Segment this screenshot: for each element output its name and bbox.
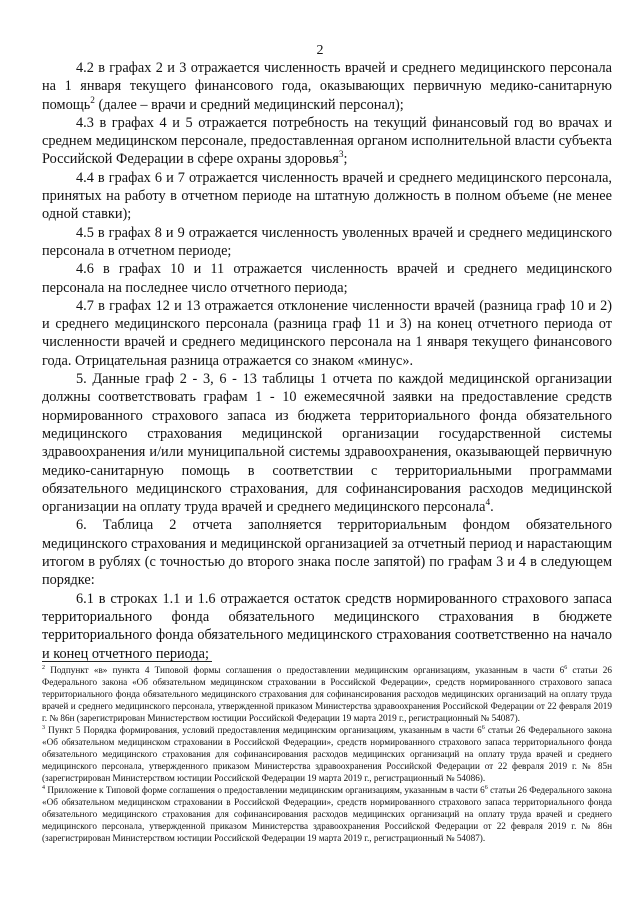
footnote-2: $^2$ Подпункт «в» пункта 4 Типовой формы соглашения о предоставлении медицинским организациям, указанным в части $6^6$ статьи 26 Федерального закона «Об обязательном медицинском страховании в Российской Федерации», средств нормированного страхового запаса территориального фонда обязательного медицинского страхования для софинансирования расходов медицинских организаций на оплату труда врачей и среднего медицинского персонала, утвержденной приказом Министерства здравоохранения Российской Федерации от 22 февраля 2019 г. № 86н (зарегистрирован Министерством юстиции Российской Федерации 19 марта 2019 г., регистрационный № 54087).	[42, 664, 612, 723]
document-body	[42, 59, 612, 663]
paragraph-4-7: 4.7 в графах 12 и 13 отражается отклонение численности врачей (разница граф 10 и 2) и среднего медицинского персонала (разница граф 11 и 3) на конец отчетного периода от численности врачей и среднего медицинского персонала на 1 января текущего финансового года. Отрицательная разница отражается со знаком «минус».	[42, 297, 612, 369]
footnote-3: $^3$ Пункт 5 Порядка формирования, условий предоставления медицинским организациям, указанным в части $6^6$ статьи 26 Федерального закона «Об обязательном медицинском страховании в Российской Федерации», средств нормированного страхового запаса территориального фонда обязательного медицинского страхования для софинансирования расходов медицинских организаций на оплату труда врачей и среднего медицинского персонала, утвержденного приказом Министерства здравоохранения Российской Федерации от 22 февраля 2019 г. № 85н (зарегистрирован Министерством юстиции Российской Федерации 19 марта 2019 г., регистрационный № 54086).	[42, 724, 612, 783]
paragraph-4-4: 4.4 в графах 6 и 7 отражается численность врачей и среднего медицинского персонала, принятых на работу в отчетном периоде на штатную должность в полном объеме (не менее одной ставки);	[42, 169, 612, 223]
footnote-separator	[42, 661, 212, 662]
paragraph-4-5: 4.5 в графах 8 и 9 отражается численность уволенных врачей и среднего медицинского персонала в отчетном периоде;	[42, 224, 612, 259]
paragraph-4-2: 4.2 в графах 2 и 3 отражается численность врачей и среднего медицинского персонала на 1 января текущего финансового года, оказывающих первичную медико-санитарную помощь$^2$ (далее – врачи и средний медицинский персонал);	[42, 60, 612, 113]
footnote-4: $^4$ Приложение к Типовой форме соглашения о предоставлении медицинским организациям, указанным в части $6^6$ статьи 26 Федерального закона «Об обязательном медицинском страховании в Российской Федерации», средств нормированного страхового запаса территориального фонда обязательного медицинского страхования для софинансирования расходов медицинских организаций на оплату труда врачей и среднего медицинского персонала, утвержденной приказом Министерства здравоохранения Российской Федерации от 22 февраля 2019 г. № 86н (зарегистрирован Министерством юстиции Российской Федерации 19 марта 2019 г., регистрационный № 54087).	[42, 784, 612, 843]
paragraph-4-6: 4.6 в графах 10 и 11 отражается численность врачей и среднего медицинского персонала на последнее число отчетного периода;	[42, 261, 612, 296]
paragraph-5: 5. Данные граф 2 - 3, 6 - 13 таблицы 1 отчета по каждой медицинской организации должны соответствовать графам 1 - 10 ежемесячной заявки на предоставление средств нормированного страхового запаса из бюджета территориального фонда обязательного медицинского страхования медицинской организации государственной системы здравоохранения и/или муниципальной системы здравоохранения, оказывающей первичную медико-санитарную помощь в соответствии с территориальными программами обязательного медицинского страхования, для софинансирования расходов медицинской организации на оплату труда врачей и среднего медицинского персонала$^4$.	[42, 371, 612, 516]
paragraph-6-1: 6.1 в строках 1.1 и 1.6 отражается остаток средств нормированного страхового запаса территориального фонда обязательного медицинского страхования в бюджете территориального фонда обязательного медицинского страхования соответственно на начало и конец отчетного периода;	[42, 590, 612, 662]
paragraph-4-3: 4.3 в графах 4 и 5 отражается потребность на текущий финансовый год во врачах и среднем медицинском персонале, предоставленная органом исполнительной власти субъекта Российской Федерации в сфере охраны здоровья$^3$;	[42, 114, 612, 168]
paragraph-6: 6. Таблица 2 отчета заполняется территориальным фондом обязательного медицинского страхования и медицинской организацией за отчетный период и нарастающим итогом в рублях (с точностью до второго знака после запятой) по графам 3 и 4 в следующем порядке:	[42, 517, 612, 589]
footnotes	[42, 664, 612, 844]
page-number: 2	[316, 43, 324, 58]
